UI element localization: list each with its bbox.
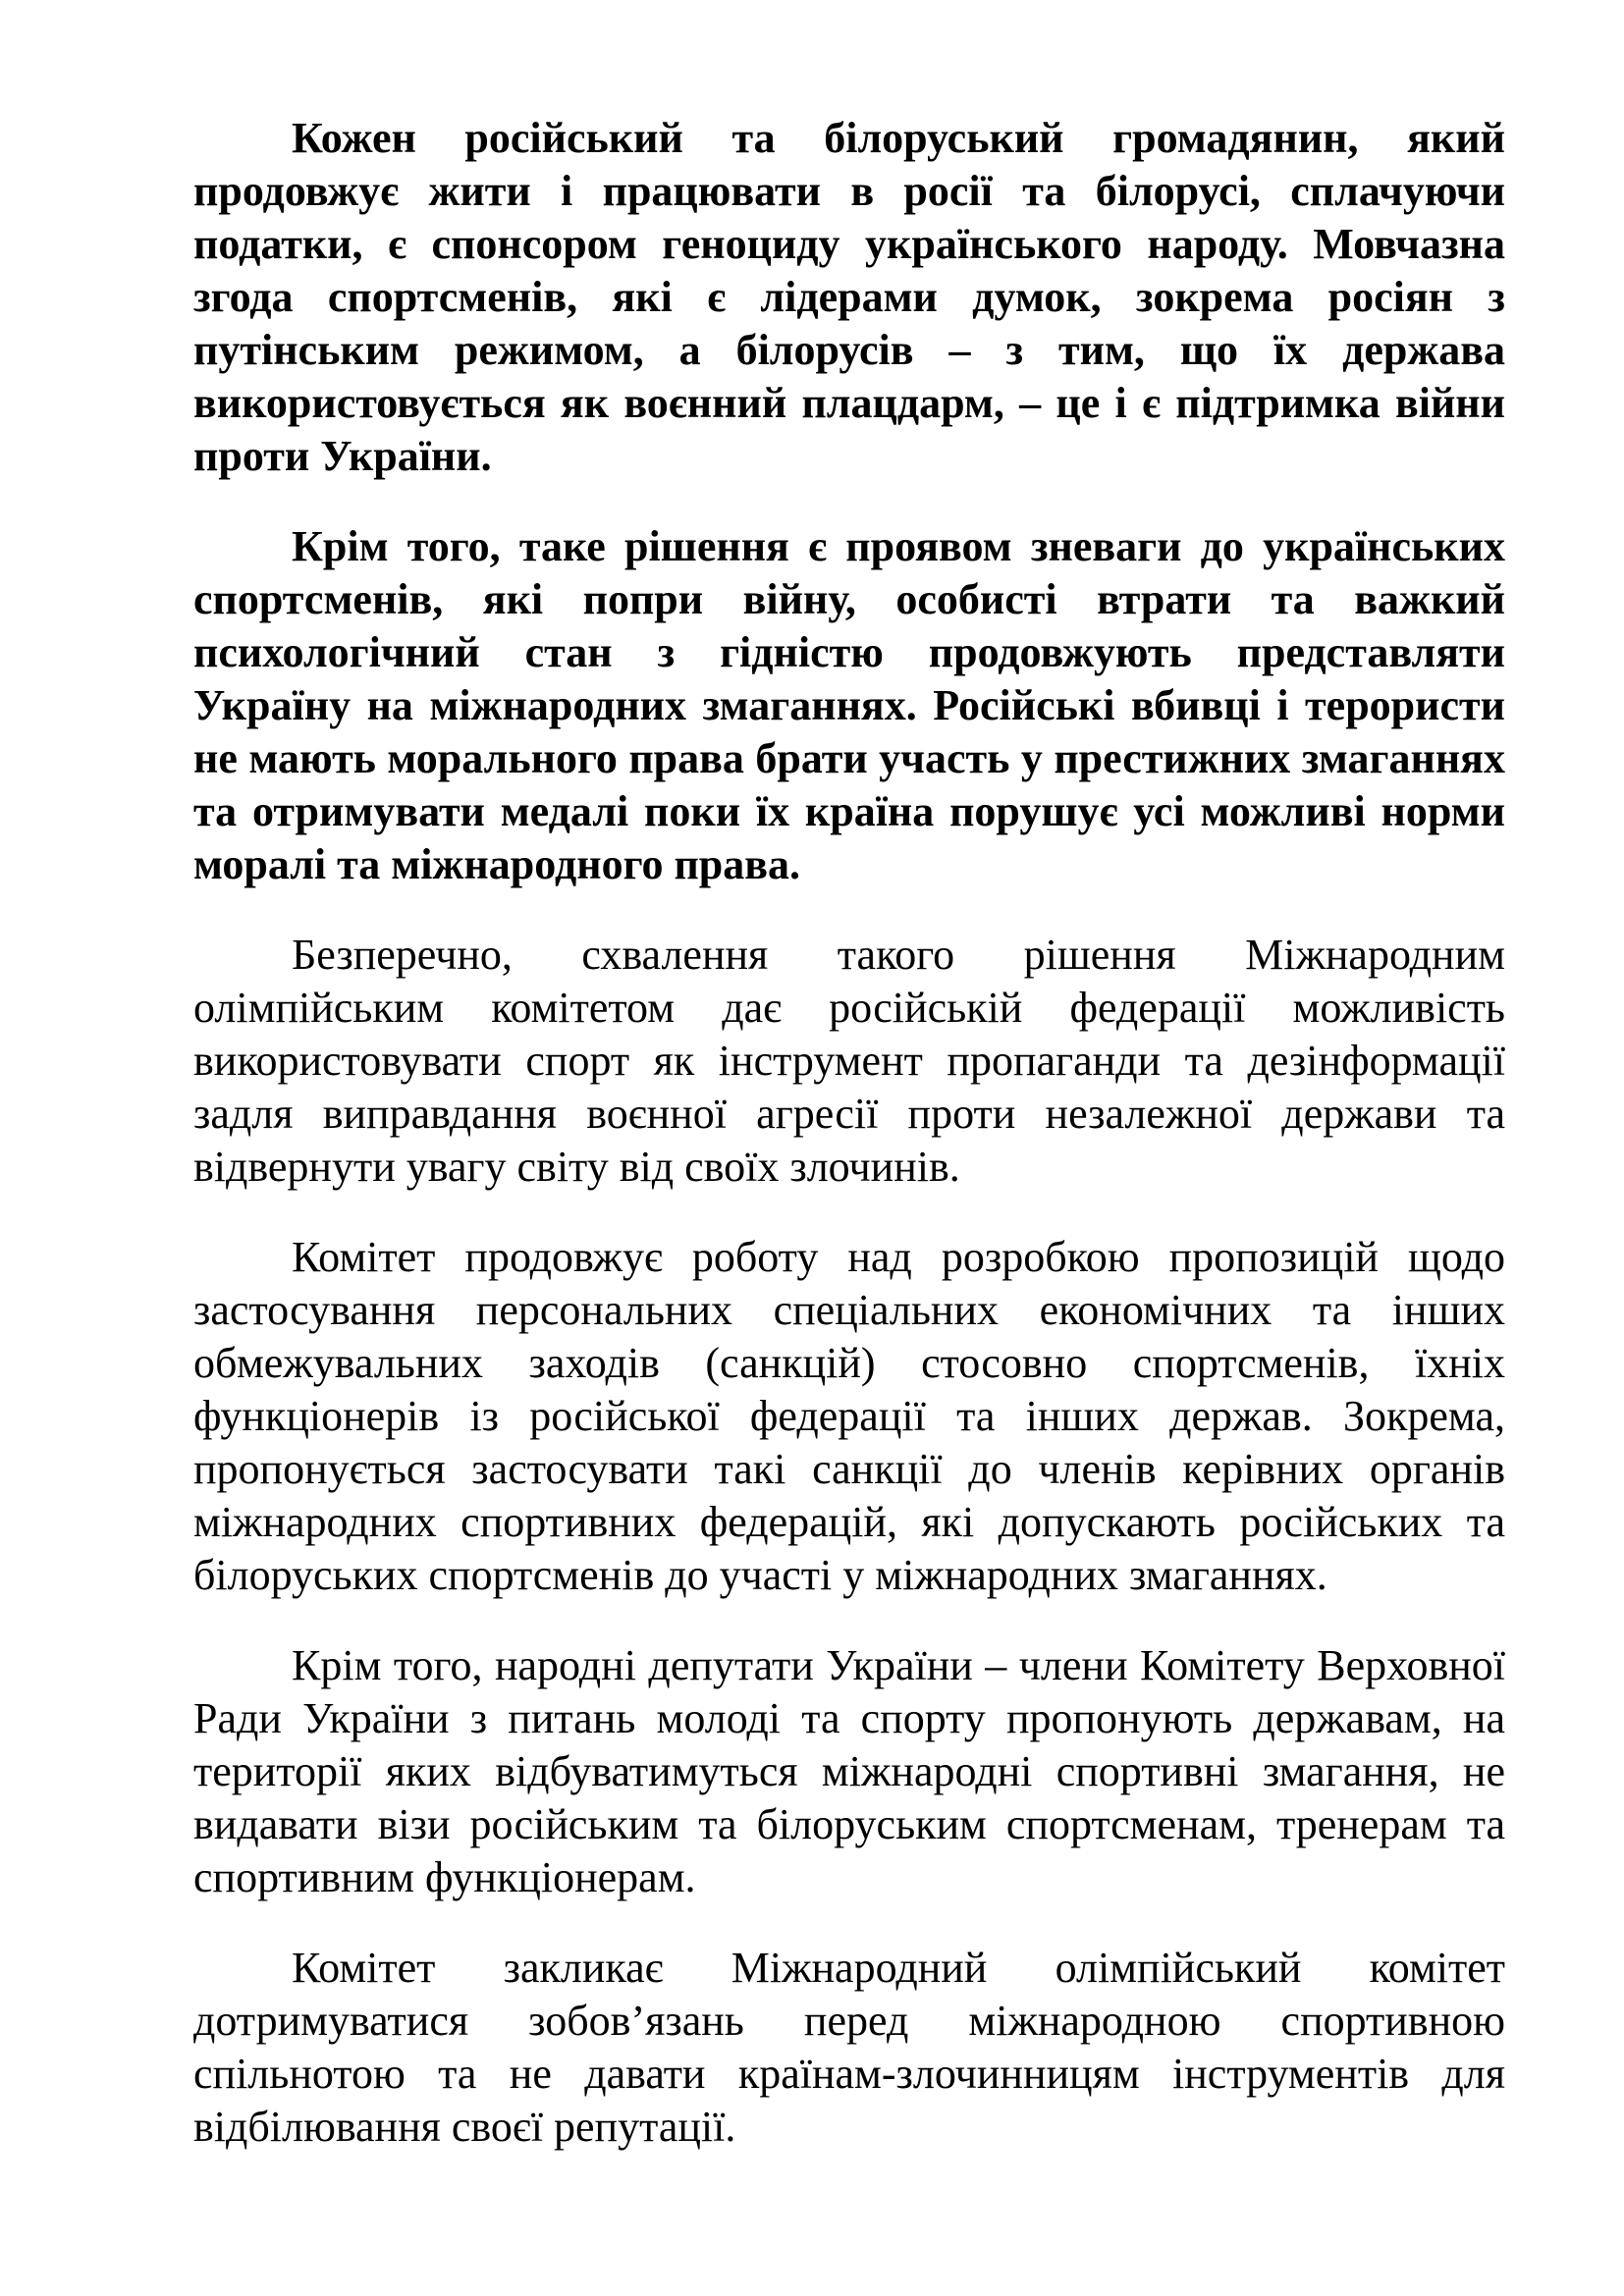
- text-line: функціонерів із російської федерації та інших держав. Зокрема,: [193, 1392, 1505, 1440]
- text-line: спортивним функціонерам.: [193, 1853, 696, 1901]
- paragraph-3: [193, 929, 1505, 1194]
- text-line: Крім того, таке рішення є проявом зневаги до українських: [292, 522, 1505, 570]
- text-line: білоруських спортсменів до участі у міжнародних змаганнях.: [193, 1551, 1327, 1599]
- text-line: міжнародних спортивних федерацій, які допускають російських та: [193, 1498, 1505, 1546]
- text-line: Комітет продовжує роботу над розробкою пропозицій щодо: [292, 1233, 1505, 1281]
- text-line: видавати візи російським та білоруським спортсменам, тренерам та: [193, 1800, 1505, 1848]
- text-line: дотримуватися зобов’язань перед міжнародною спортивною: [193, 1997, 1505, 2045]
- text-line: проти України.: [193, 432, 492, 480]
- text-line: відбілювання своєї репутації.: [193, 2103, 736, 2151]
- text-line: продовжує жити і працювати в росії та білорусі, сплачуючи: [193, 167, 1505, 215]
- paragraph-2: [193, 520, 1505, 891]
- text-line: пропонується застосувати такі санкції до членів керівних органів: [193, 1445, 1505, 1493]
- text-line: податки, є спонсором геноциду українського народу. Мовчазна: [193, 220, 1505, 268]
- text-line: психологічний стан з гідністю продовжують представляти: [193, 628, 1505, 676]
- text-line: Безперечно, схвалення такого рішення Міжнародним: [292, 931, 1505, 979]
- text-line: Ради України з питань молоді та спорту пропонують державам, на: [193, 1694, 1505, 1742]
- text-line: обмежувальних заходів (санкцій) стосовно спортсменів, їхніх: [193, 1339, 1505, 1387]
- text-line: застосування персональних спеціальних економічних та інших: [193, 1286, 1505, 1334]
- text-line: спортсменів, які попри війну, особисті втрати та важкий: [193, 575, 1505, 623]
- paragraph-1: [193, 112, 1505, 483]
- text-line: Комітет закликає Міжнародний олімпійський комітет: [292, 1944, 1505, 1992]
- text-line: території яких відбуватимуться міжнародні спортивні змагання, не: [193, 1747, 1505, 1795]
- text-line: Кожен російський та білоруський громадянин, який: [292, 114, 1505, 162]
- paragraph-5: [193, 1639, 1505, 1904]
- text-line: використовується як воєнний плацдарм, – це і є підтримка війни: [193, 379, 1505, 427]
- text-line: олімпійським комітетом дає російській федерації можливість: [193, 984, 1505, 1032]
- text-line: путінським режимом, а білорусів – з тим, що їх держава: [193, 326, 1505, 374]
- text-line: та отримувати медалі поки їх країна порушує усі можливі норми: [193, 787, 1505, 835]
- text-line: відвернути увагу світу від своїх злочинів.: [193, 1143, 960, 1191]
- text-line: згода спортсменів, які є лідерами думок, зокрема росіян з: [193, 273, 1505, 321]
- text-line: Крім того, народні депутати України – члени Комітету Верховної: [292, 1641, 1505, 1689]
- text-line: не мають морального права брати участь у престижних змаганнях: [193, 734, 1505, 782]
- text-line: Україну на міжнародних змаганнях. Російські вбивці і терористи: [193, 681, 1505, 729]
- text-line: моралі та міжнародного права.: [193, 840, 801, 888]
- paragraph-4: [193, 1231, 1505, 1602]
- paragraph-6: [193, 1942, 1505, 2154]
- text-line: задля виправдання воєнної агресії проти незалежної держави та: [193, 1090, 1505, 1138]
- text-line: використовувати спорт як інструмент пропаганди та дезінформації: [193, 1037, 1505, 1085]
- text-line: спільнотою та не давати країнам-злочинницям інструментів для: [193, 2050, 1505, 2098]
